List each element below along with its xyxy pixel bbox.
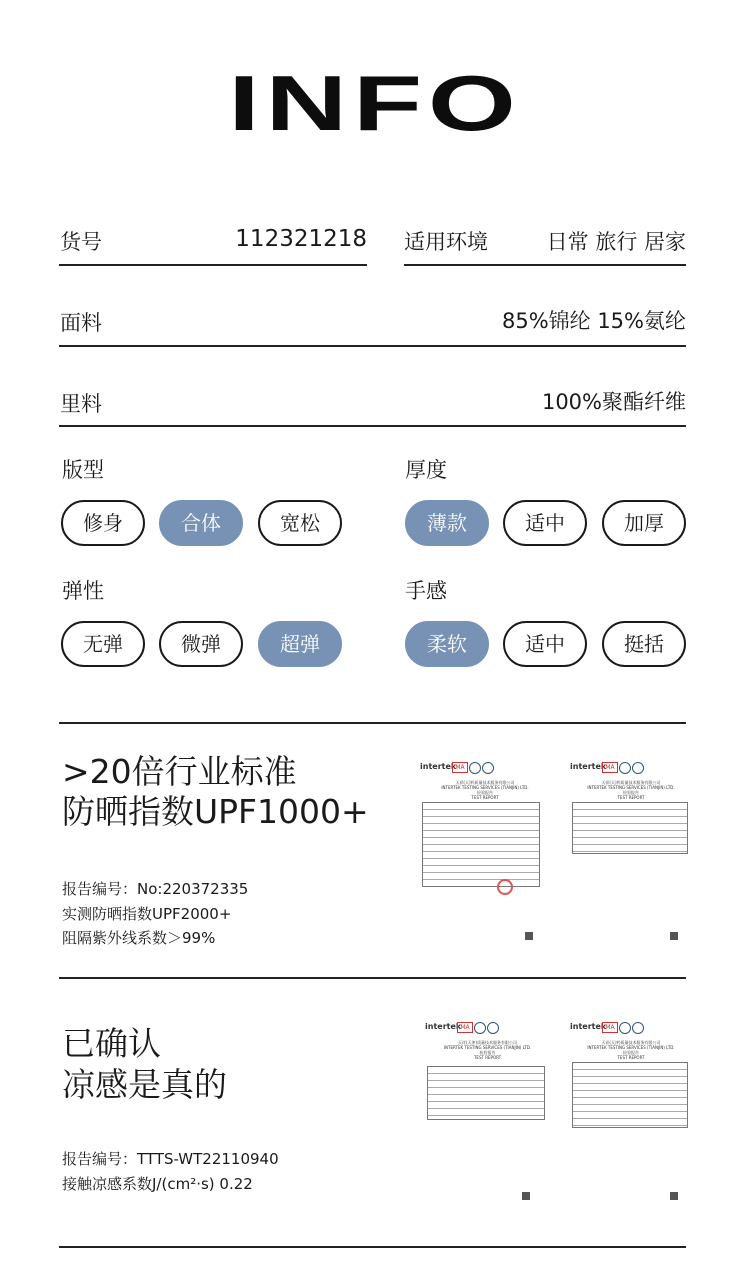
cool-report-number: 报告编号：TTTS-WT22110940: [62, 1150, 279, 1168]
cert-seal-icon: [619, 1022, 631, 1034]
intertek-logo: intertek: [570, 1022, 607, 1031]
report-company-en: INTERTEK TESTING SERVICES (TIANJIN) LTD.: [441, 785, 529, 790]
cert-seal-icon: [482, 762, 494, 774]
test-report-image: [570, 762, 692, 942]
report-table: [422, 802, 540, 887]
cool-contact-coefficient: 接触凉感系数J/(cm²·s) 0.22: [62, 1175, 253, 1193]
intertek-logo: intertek: [420, 762, 457, 771]
report-doc-en: TEST REPORT: [473, 1055, 502, 1060]
report-doc-en: TEST REPORT: [471, 795, 499, 800]
upf-uv-blocking: 阻隔紫外线系数＞99%: [62, 929, 216, 947]
report-company-cn: 天祥(天津)质量技术服务有限公司: [601, 780, 661, 785]
lining-label: 里料: [60, 392, 102, 416]
qr-code-icon: [522, 1192, 530, 1200]
item-no-value: 112321218: [235, 226, 367, 252]
upf-measured-index: 实测防晒指数UPF2000+: [62, 905, 232, 923]
divider: [59, 345, 686, 347]
qr-code-icon: [670, 932, 678, 940]
divider: [59, 264, 367, 266]
section-divider: [59, 977, 686, 979]
cert-seal-icon: [469, 762, 481, 774]
ma-badge: MA: [457, 1022, 473, 1033]
hand-feel-label: 手感: [405, 579, 447, 603]
fabric-label: 面料: [60, 311, 102, 335]
lining-value: 100%聚酯纤维: [541, 390, 686, 414]
cert-seal-icon: [632, 1022, 644, 1034]
section-divider: [59, 722, 686, 724]
report-stamp: [497, 879, 513, 895]
ma-badge: MA: [602, 1022, 618, 1033]
test-report-image: [425, 1022, 550, 1212]
elasticity-option-slight[interactable]: 微弹: [159, 621, 243, 667]
cert-seal-icon: [487, 1022, 499, 1034]
report-table: [427, 1066, 545, 1120]
cool-heading-line2: 凉感是真的: [62, 1065, 227, 1104]
divider: [404, 264, 686, 266]
report-company-cn: 天祥(天津)质量技术服务有限公司: [457, 1040, 518, 1045]
report-table: [572, 802, 688, 854]
report-company-en: INTERTEK TESTING SERVICES (TIANJIN) LTD.: [587, 1045, 675, 1050]
report-doc-cn: 检验报告: [623, 1050, 639, 1055]
thickness-option-thin[interactable]: 薄款: [405, 500, 489, 546]
section-divider: [59, 1246, 686, 1248]
env-value: 日常 旅行 居家: [546, 230, 686, 254]
qr-code-icon: [670, 1192, 678, 1200]
report-doc-cn: 检验报告: [479, 1050, 496, 1055]
report-doc-en: TEST REPORT: [617, 1055, 645, 1060]
fit-label: 版型: [62, 458, 104, 482]
upf-heading-line2: 防晒指数UPF1000+: [62, 792, 369, 831]
report-doc-cn: 检验报告: [477, 790, 493, 795]
hand-feel-option-soft[interactable]: 柔软: [405, 621, 489, 667]
upf-report-number: 报告编号：No:220372335: [62, 880, 249, 898]
report-table: [572, 1062, 688, 1128]
hand-feel-option-crisp[interactable]: 挺括: [602, 621, 686, 667]
intertek-logo: intertek: [570, 762, 607, 771]
report-company-cn: 天祥(天津)质量技术服务有限公司: [455, 780, 515, 785]
cert-seal-icon: [619, 762, 631, 774]
report-company-en: INTERTEK TESTING SERVICES (TIANJIN) LTD.: [587, 785, 675, 790]
cert-seal-icon: [632, 762, 644, 774]
thickness-option-thick[interactable]: 加厚: [602, 500, 686, 546]
report-company-cn: 天祥(天津)质量技术服务有限公司: [601, 1040, 661, 1045]
report-company-en: INTERTEK TESTING SERVICES (TIANJIN) LTD.: [443, 1045, 532, 1050]
fit-option-regular[interactable]: 合体: [159, 500, 243, 546]
elasticity-option-super[interactable]: 超弹: [258, 621, 342, 667]
test-report-image: [570, 1022, 692, 1212]
fit-option-slim[interactable]: 修身: [61, 500, 145, 546]
test-report-image: [420, 762, 550, 942]
page-title: INFO: [228, 59, 522, 147]
thickness-option-medium[interactable]: 适中: [503, 500, 587, 546]
report-doc-cn: 检验报告: [623, 790, 639, 795]
cool-heading-line1: 已确认: [62, 1024, 161, 1063]
env-label: 适用环境: [404, 230, 488, 254]
qr-code-icon: [525, 932, 533, 940]
divider: [59, 425, 686, 427]
hand-feel-option-medium[interactable]: 适中: [503, 621, 587, 667]
intertek-logo: intertek: [425, 1022, 462, 1031]
fit-option-loose[interactable]: 宽松: [258, 500, 342, 546]
ma-badge: MA: [602, 762, 618, 773]
elasticity-label: 弹性: [62, 579, 104, 603]
cert-seal-icon: [474, 1022, 486, 1034]
thickness-label: 厚度: [405, 458, 447, 482]
upf-heading-line1: >20倍行业标准: [62, 752, 297, 791]
elasticity-option-none[interactable]: 无弹: [61, 621, 145, 667]
report-doc-en: TEST REPORT: [617, 795, 645, 800]
item-no-label: 货号: [60, 230, 102, 254]
ma-badge: MA: [452, 762, 468, 773]
fabric-value: 85%锦纶 15%氨纶: [501, 309, 686, 333]
